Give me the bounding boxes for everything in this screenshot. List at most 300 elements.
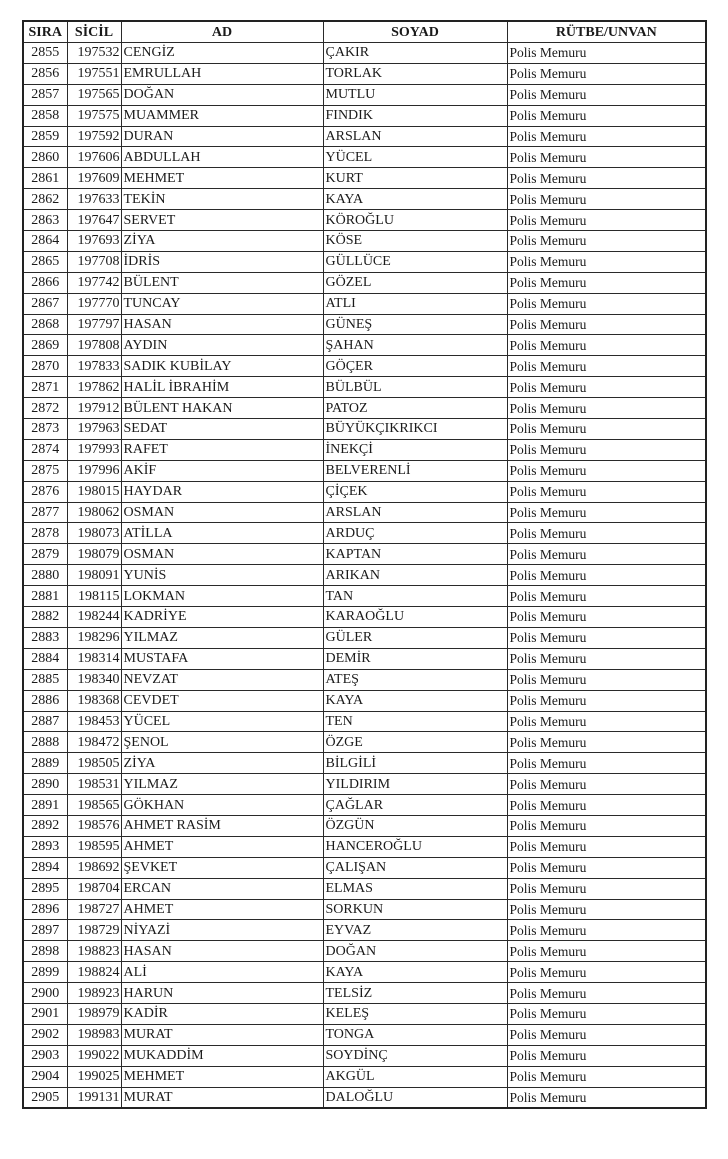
cell-rutbe: Polis Memuru bbox=[507, 314, 706, 335]
cell-ad: MUSTAFA bbox=[121, 648, 323, 669]
cell-sira: 2880 bbox=[23, 565, 67, 586]
table-row bbox=[23, 1003, 706, 1024]
cell-soyad: KELEŞ bbox=[323, 1003, 507, 1024]
cell-rutbe: Polis Memuru bbox=[507, 231, 706, 252]
cell-sicil: 198595 bbox=[67, 836, 121, 857]
cell-soyad: GÜLER bbox=[323, 627, 507, 648]
cell-ad: HAYDAR bbox=[121, 481, 323, 502]
cell-ad: LOKMAN bbox=[121, 586, 323, 607]
cell-sicil: 198340 bbox=[67, 669, 121, 690]
cell-ad: AHMET bbox=[121, 836, 323, 857]
cell-soyad: YILDIRIM bbox=[323, 774, 507, 795]
cell-sicil: 198531 bbox=[67, 774, 121, 795]
table-row bbox=[23, 586, 706, 607]
table-row bbox=[23, 753, 706, 774]
cell-sicil: 198692 bbox=[67, 857, 121, 878]
cell-ad: İDRİS bbox=[121, 251, 323, 272]
cell-sira: 2884 bbox=[23, 648, 67, 669]
cell-sira: 2892 bbox=[23, 815, 67, 836]
cell-ad: DOĞAN bbox=[121, 84, 323, 105]
cell-ad: YILMAZ bbox=[121, 627, 323, 648]
cell-rutbe: Polis Memuru bbox=[507, 460, 706, 481]
cell-rutbe: Polis Memuru bbox=[507, 502, 706, 523]
table-row bbox=[23, 983, 706, 1004]
cell-soyad: EYVAZ bbox=[323, 920, 507, 941]
cell-sira: 2872 bbox=[23, 398, 67, 419]
table-row bbox=[23, 607, 706, 628]
cell-soyad: GÖÇER bbox=[323, 356, 507, 377]
table-row bbox=[23, 105, 706, 126]
table-row bbox=[23, 335, 706, 356]
cell-soyad: ÇAKIR bbox=[323, 43, 507, 64]
cell-sira: 2860 bbox=[23, 147, 67, 168]
cell-soyad: PATOZ bbox=[323, 398, 507, 419]
cell-sicil: 197633 bbox=[67, 189, 121, 210]
cell-rutbe: Polis Memuru bbox=[507, 941, 706, 962]
cell-ad: CENGİZ bbox=[121, 43, 323, 64]
cell-ad: AHMET bbox=[121, 899, 323, 920]
cell-rutbe: Polis Memuru bbox=[507, 251, 706, 272]
cell-ad: HARUN bbox=[121, 983, 323, 1004]
cell-ad: TEKİN bbox=[121, 189, 323, 210]
cell-soyad: TELSİZ bbox=[323, 983, 507, 1004]
cell-rutbe: Polis Memuru bbox=[507, 147, 706, 168]
cell-sira: 2897 bbox=[23, 920, 67, 941]
cell-ad: EMRULLAH bbox=[121, 63, 323, 84]
table-row bbox=[23, 84, 706, 105]
cell-sira: 2903 bbox=[23, 1045, 67, 1066]
cell-ad: ABDULLAH bbox=[121, 147, 323, 168]
cell-sira: 2862 bbox=[23, 189, 67, 210]
cell-ad: HASAN bbox=[121, 941, 323, 962]
cell-sira: 2863 bbox=[23, 210, 67, 231]
cell-ad: ERCAN bbox=[121, 878, 323, 899]
cell-sira: 2896 bbox=[23, 899, 67, 920]
cell-sicil: 199025 bbox=[67, 1066, 121, 1087]
cell-sicil: 197742 bbox=[67, 272, 121, 293]
cell-sicil: 197963 bbox=[67, 419, 121, 440]
cell-sicil: 197532 bbox=[67, 43, 121, 64]
cell-rutbe: Polis Memuru bbox=[507, 544, 706, 565]
cell-soyad: DEMİR bbox=[323, 648, 507, 669]
header-row bbox=[23, 21, 706, 43]
table-row bbox=[23, 544, 706, 565]
cell-ad: AYDIN bbox=[121, 335, 323, 356]
table-row bbox=[23, 669, 706, 690]
cell-rutbe: Polis Memuru bbox=[507, 565, 706, 586]
cell-rutbe: Polis Memuru bbox=[507, 398, 706, 419]
cell-sira: 2856 bbox=[23, 63, 67, 84]
cell-soyad: TONGA bbox=[323, 1024, 507, 1045]
table-row bbox=[23, 502, 706, 523]
cell-sicil: 198823 bbox=[67, 941, 121, 962]
cell-ad: MUKADDİM bbox=[121, 1045, 323, 1066]
cell-sicil: 197592 bbox=[67, 126, 121, 147]
table-row bbox=[23, 648, 706, 669]
cell-rutbe: Polis Memuru bbox=[507, 586, 706, 607]
cell-soyad: ÇİÇEK bbox=[323, 481, 507, 502]
cell-sicil: 198472 bbox=[67, 732, 121, 753]
cell-rutbe: Polis Memuru bbox=[507, 836, 706, 857]
personnel-table bbox=[22, 20, 707, 1109]
cell-sicil: 198923 bbox=[67, 983, 121, 1004]
cell-sira: 2905 bbox=[23, 1087, 67, 1108]
table-row bbox=[23, 711, 706, 732]
cell-sira: 2857 bbox=[23, 84, 67, 105]
cell-soyad: FINDIK bbox=[323, 105, 507, 126]
cell-soyad: YÜCEL bbox=[323, 147, 507, 168]
table-row bbox=[23, 523, 706, 544]
cell-rutbe: Polis Memuru bbox=[507, 63, 706, 84]
cell-rutbe: Polis Memuru bbox=[507, 815, 706, 836]
table-row bbox=[23, 962, 706, 983]
cell-rutbe: Polis Memuru bbox=[507, 481, 706, 502]
table-row bbox=[23, 251, 706, 272]
cell-sira: 2881 bbox=[23, 586, 67, 607]
cell-sicil: 197996 bbox=[67, 460, 121, 481]
cell-ad: RAFET bbox=[121, 439, 323, 460]
table-row bbox=[23, 899, 706, 920]
table-row bbox=[23, 272, 706, 293]
table-row bbox=[23, 690, 706, 711]
cell-rutbe: Polis Memuru bbox=[507, 857, 706, 878]
cell-sira: 2870 bbox=[23, 356, 67, 377]
cell-sira: 2893 bbox=[23, 836, 67, 857]
cell-rutbe: Polis Memuru bbox=[507, 272, 706, 293]
cell-sira: 2868 bbox=[23, 314, 67, 335]
cell-rutbe: Polis Memuru bbox=[507, 648, 706, 669]
cell-sira: 2902 bbox=[23, 1024, 67, 1045]
cell-ad: MEHMET bbox=[121, 1066, 323, 1087]
table-row bbox=[23, 168, 706, 189]
cell-sicil: 198073 bbox=[67, 523, 121, 544]
cell-sicil: 197797 bbox=[67, 314, 121, 335]
cell-sira: 2877 bbox=[23, 502, 67, 523]
table-row bbox=[23, 63, 706, 84]
cell-sira: 2869 bbox=[23, 335, 67, 356]
cell-ad: HASAN bbox=[121, 314, 323, 335]
cell-sicil: 197770 bbox=[67, 293, 121, 314]
cell-sira: 2865 bbox=[23, 251, 67, 272]
cell-sira: 2866 bbox=[23, 272, 67, 293]
cell-sicil: 197609 bbox=[67, 168, 121, 189]
table-row bbox=[23, 126, 706, 147]
cell-sira: 2864 bbox=[23, 231, 67, 252]
cell-sira: 2904 bbox=[23, 1066, 67, 1087]
cell-ad: CEVDET bbox=[121, 690, 323, 711]
cell-rutbe: Polis Memuru bbox=[507, 920, 706, 941]
cell-ad: ALİ bbox=[121, 962, 323, 983]
cell-rutbe: Polis Memuru bbox=[507, 690, 706, 711]
cell-sira: 2882 bbox=[23, 607, 67, 628]
cell-sicil: 199022 bbox=[67, 1045, 121, 1066]
cell-soyad: ARDUÇ bbox=[323, 523, 507, 544]
cell-sira: 2855 bbox=[23, 43, 67, 64]
cell-sicil: 197808 bbox=[67, 335, 121, 356]
cell-rutbe: Polis Memuru bbox=[507, 1024, 706, 1045]
cell-rutbe: Polis Memuru bbox=[507, 43, 706, 64]
cell-ad: OSMAN bbox=[121, 544, 323, 565]
cell-rutbe: Polis Memuru bbox=[507, 878, 706, 899]
cell-soyad: DOĞAN bbox=[323, 941, 507, 962]
cell-sicil: 198983 bbox=[67, 1024, 121, 1045]
cell-sira: 2886 bbox=[23, 690, 67, 711]
cell-sicil: 197575 bbox=[67, 105, 121, 126]
cell-sicil: 198565 bbox=[67, 795, 121, 816]
cell-soyad: İNEKÇİ bbox=[323, 439, 507, 460]
cell-ad: HALİL İBRAHİM bbox=[121, 377, 323, 398]
cell-ad: MURAT bbox=[121, 1087, 323, 1108]
cell-sicil: 197833 bbox=[67, 356, 121, 377]
cell-rutbe: Polis Memuru bbox=[507, 84, 706, 105]
cell-rutbe: Polis Memuru bbox=[507, 669, 706, 690]
table-row bbox=[23, 1066, 706, 1087]
cell-ad: ZİYA bbox=[121, 231, 323, 252]
cell-sira: 2878 bbox=[23, 523, 67, 544]
cell-sicil: 198079 bbox=[67, 544, 121, 565]
cell-rutbe: Polis Memuru bbox=[507, 627, 706, 648]
cell-sicil: 197647 bbox=[67, 210, 121, 231]
cell-rutbe: Polis Memuru bbox=[507, 210, 706, 231]
table-row bbox=[23, 1045, 706, 1066]
cell-rutbe: Polis Memuru bbox=[507, 293, 706, 314]
cell-sira: 2876 bbox=[23, 481, 67, 502]
cell-rutbe: Polis Memuru bbox=[507, 523, 706, 544]
cell-soyad: KAYA bbox=[323, 962, 507, 983]
cell-soyad: ÇALIŞAN bbox=[323, 857, 507, 878]
cell-sira: 2875 bbox=[23, 460, 67, 481]
cell-rutbe: Polis Memuru bbox=[507, 774, 706, 795]
table-row bbox=[23, 398, 706, 419]
cell-ad: BÜLENT HAKAN bbox=[121, 398, 323, 419]
cell-soyad: BİLGİLİ bbox=[323, 753, 507, 774]
cell-sira: 2883 bbox=[23, 627, 67, 648]
table-row bbox=[23, 836, 706, 857]
table-row bbox=[23, 377, 706, 398]
table-row bbox=[23, 795, 706, 816]
cell-ad: DURAN bbox=[121, 126, 323, 147]
cell-rutbe: Polis Memuru bbox=[507, 439, 706, 460]
cell-ad: ZİYA bbox=[121, 753, 323, 774]
cell-soyad: ARSLAN bbox=[323, 126, 507, 147]
cell-ad: OSMAN bbox=[121, 502, 323, 523]
table-header bbox=[23, 21, 706, 43]
cell-rutbe: Polis Memuru bbox=[507, 1087, 706, 1108]
cell-ad: YILMAZ bbox=[121, 774, 323, 795]
table-row bbox=[23, 920, 706, 941]
table-row bbox=[23, 314, 706, 335]
cell-soyad: TAN bbox=[323, 586, 507, 607]
header-ad: AD bbox=[121, 21, 323, 43]
cell-rutbe: Polis Memuru bbox=[507, 335, 706, 356]
cell-soyad: BÜYÜKÇIKRIKCI bbox=[323, 419, 507, 440]
table-row bbox=[23, 419, 706, 440]
table-row bbox=[23, 356, 706, 377]
cell-rutbe: Polis Memuru bbox=[507, 189, 706, 210]
cell-ad: KADİR bbox=[121, 1003, 323, 1024]
cell-rutbe: Polis Memuru bbox=[507, 1066, 706, 1087]
cell-ad: NEVZAT bbox=[121, 669, 323, 690]
cell-ad: KADRİYE bbox=[121, 607, 323, 628]
cell-rutbe: Polis Memuru bbox=[507, 795, 706, 816]
cell-sira: 2898 bbox=[23, 941, 67, 962]
cell-soyad: DALOĞLU bbox=[323, 1087, 507, 1108]
cell-ad: ATİLLA bbox=[121, 523, 323, 544]
cell-sicil: 198015 bbox=[67, 481, 121, 502]
table-row bbox=[23, 627, 706, 648]
cell-sicil: 198115 bbox=[67, 586, 121, 607]
table-row bbox=[23, 43, 706, 64]
cell-sicil: 198062 bbox=[67, 502, 121, 523]
cell-soyad: ELMAS bbox=[323, 878, 507, 899]
cell-sicil: 198979 bbox=[67, 1003, 121, 1024]
table-row bbox=[23, 439, 706, 460]
table-row bbox=[23, 481, 706, 502]
cell-sicil: 198505 bbox=[67, 753, 121, 774]
table-row bbox=[23, 732, 706, 753]
table-row bbox=[23, 878, 706, 899]
cell-soyad: BÜLBÜL bbox=[323, 377, 507, 398]
cell-sicil: 197693 bbox=[67, 231, 121, 252]
table-row bbox=[23, 189, 706, 210]
cell-soyad: KAYA bbox=[323, 189, 507, 210]
cell-soyad: HANCEROĞLU bbox=[323, 836, 507, 857]
cell-rutbe: Polis Memuru bbox=[507, 356, 706, 377]
cell-soyad: KÖROĞLU bbox=[323, 210, 507, 231]
cell-soyad: ŞAHAN bbox=[323, 335, 507, 356]
cell-sira: 2900 bbox=[23, 983, 67, 1004]
cell-sicil: 198244 bbox=[67, 607, 121, 628]
cell-rutbe: Polis Memuru bbox=[507, 732, 706, 753]
cell-rutbe: Polis Memuru bbox=[507, 899, 706, 920]
cell-ad: SADIK KUBİLAY bbox=[121, 356, 323, 377]
cell-sicil: 198576 bbox=[67, 815, 121, 836]
cell-sira: 2890 bbox=[23, 774, 67, 795]
cell-rutbe: Polis Memuru bbox=[507, 962, 706, 983]
cell-rutbe: Polis Memuru bbox=[507, 607, 706, 628]
cell-sicil: 198453 bbox=[67, 711, 121, 732]
table-body bbox=[23, 43, 706, 1109]
header-sira: SIRA bbox=[23, 21, 67, 43]
cell-rutbe: Polis Memuru bbox=[507, 419, 706, 440]
cell-soyad: ARIKAN bbox=[323, 565, 507, 586]
cell-soyad: KARAOĞLU bbox=[323, 607, 507, 628]
cell-sicil: 197912 bbox=[67, 398, 121, 419]
cell-ad: AKİF bbox=[121, 460, 323, 481]
cell-sira: 2874 bbox=[23, 439, 67, 460]
cell-rutbe: Polis Memuru bbox=[507, 711, 706, 732]
cell-soyad: MUTLU bbox=[323, 84, 507, 105]
table-row bbox=[23, 293, 706, 314]
table-row bbox=[23, 210, 706, 231]
cell-ad: SEDAT bbox=[121, 419, 323, 440]
cell-soyad: GÜNEŞ bbox=[323, 314, 507, 335]
cell-ad: TUNCAY bbox=[121, 293, 323, 314]
cell-sira: 2871 bbox=[23, 377, 67, 398]
cell-rutbe: Polis Memuru bbox=[507, 105, 706, 126]
cell-sicil: 197993 bbox=[67, 439, 121, 460]
cell-sicil: 197708 bbox=[67, 251, 121, 272]
cell-sicil: 198704 bbox=[67, 878, 121, 899]
cell-sicil: 197862 bbox=[67, 377, 121, 398]
cell-soyad: GÖZEL bbox=[323, 272, 507, 293]
cell-soyad: ÖZGÜN bbox=[323, 815, 507, 836]
cell-rutbe: Polis Memuru bbox=[507, 1045, 706, 1066]
cell-sira: 2867 bbox=[23, 293, 67, 314]
cell-ad: AHMET RASİM bbox=[121, 815, 323, 836]
table-row bbox=[23, 774, 706, 795]
cell-sira: 2859 bbox=[23, 126, 67, 147]
cell-soyad: SORKUN bbox=[323, 899, 507, 920]
header-soyad: SOYAD bbox=[323, 21, 507, 43]
cell-sira: 2858 bbox=[23, 105, 67, 126]
header-sicil: SİCİL bbox=[67, 21, 121, 43]
cell-ad: YÜCEL bbox=[121, 711, 323, 732]
cell-soyad: SOYDİNÇ bbox=[323, 1045, 507, 1066]
table-row bbox=[23, 815, 706, 836]
cell-soyad: KÖSE bbox=[323, 231, 507, 252]
header-rutbe: RÜTBE/UNVAN bbox=[507, 21, 706, 43]
cell-sicil: 197565 bbox=[67, 84, 121, 105]
cell-sira: 2895 bbox=[23, 878, 67, 899]
cell-soyad: ATEŞ bbox=[323, 669, 507, 690]
cell-soyad: AKGÜL bbox=[323, 1066, 507, 1087]
cell-sira: 2894 bbox=[23, 857, 67, 878]
cell-sicil: 197606 bbox=[67, 147, 121, 168]
cell-rutbe: Polis Memuru bbox=[507, 168, 706, 189]
cell-ad: YUNİS bbox=[121, 565, 323, 586]
cell-ad: BÜLENT bbox=[121, 272, 323, 293]
cell-sira: 2901 bbox=[23, 1003, 67, 1024]
cell-soyad: KAPTAN bbox=[323, 544, 507, 565]
cell-sira: 2888 bbox=[23, 732, 67, 753]
cell-ad: SERVET bbox=[121, 210, 323, 231]
cell-sira: 2887 bbox=[23, 711, 67, 732]
cell-ad: MUAMMER bbox=[121, 105, 323, 126]
cell-rutbe: Polis Memuru bbox=[507, 126, 706, 147]
cell-sira: 2879 bbox=[23, 544, 67, 565]
cell-soyad: TEN bbox=[323, 711, 507, 732]
cell-ad: NİYAZİ bbox=[121, 920, 323, 941]
cell-soyad: TORLAK bbox=[323, 63, 507, 84]
cell-rutbe: Polis Memuru bbox=[507, 753, 706, 774]
cell-ad: ŞEVKET bbox=[121, 857, 323, 878]
cell-sira: 2899 bbox=[23, 962, 67, 983]
cell-soyad: KURT bbox=[323, 168, 507, 189]
table-row bbox=[23, 460, 706, 481]
table-row bbox=[23, 565, 706, 586]
table-row bbox=[23, 231, 706, 252]
cell-sicil: 198727 bbox=[67, 899, 121, 920]
cell-ad: MURAT bbox=[121, 1024, 323, 1045]
cell-sira: 2861 bbox=[23, 168, 67, 189]
cell-sira: 2891 bbox=[23, 795, 67, 816]
cell-sicil: 198824 bbox=[67, 962, 121, 983]
cell-ad: MEHMET bbox=[121, 168, 323, 189]
cell-sicil: 197551 bbox=[67, 63, 121, 84]
cell-soyad: BELVERENLİ bbox=[323, 460, 507, 481]
cell-ad: GÖKHAN bbox=[121, 795, 323, 816]
cell-soyad: KAYA bbox=[323, 690, 507, 711]
cell-soyad: GÜLLÜCE bbox=[323, 251, 507, 272]
cell-sira: 2889 bbox=[23, 753, 67, 774]
cell-sicil: 198729 bbox=[67, 920, 121, 941]
table-row bbox=[23, 941, 706, 962]
cell-soyad: ÇAĞLAR bbox=[323, 795, 507, 816]
table-row bbox=[23, 857, 706, 878]
table-row bbox=[23, 1087, 706, 1108]
cell-soyad: ATLI bbox=[323, 293, 507, 314]
